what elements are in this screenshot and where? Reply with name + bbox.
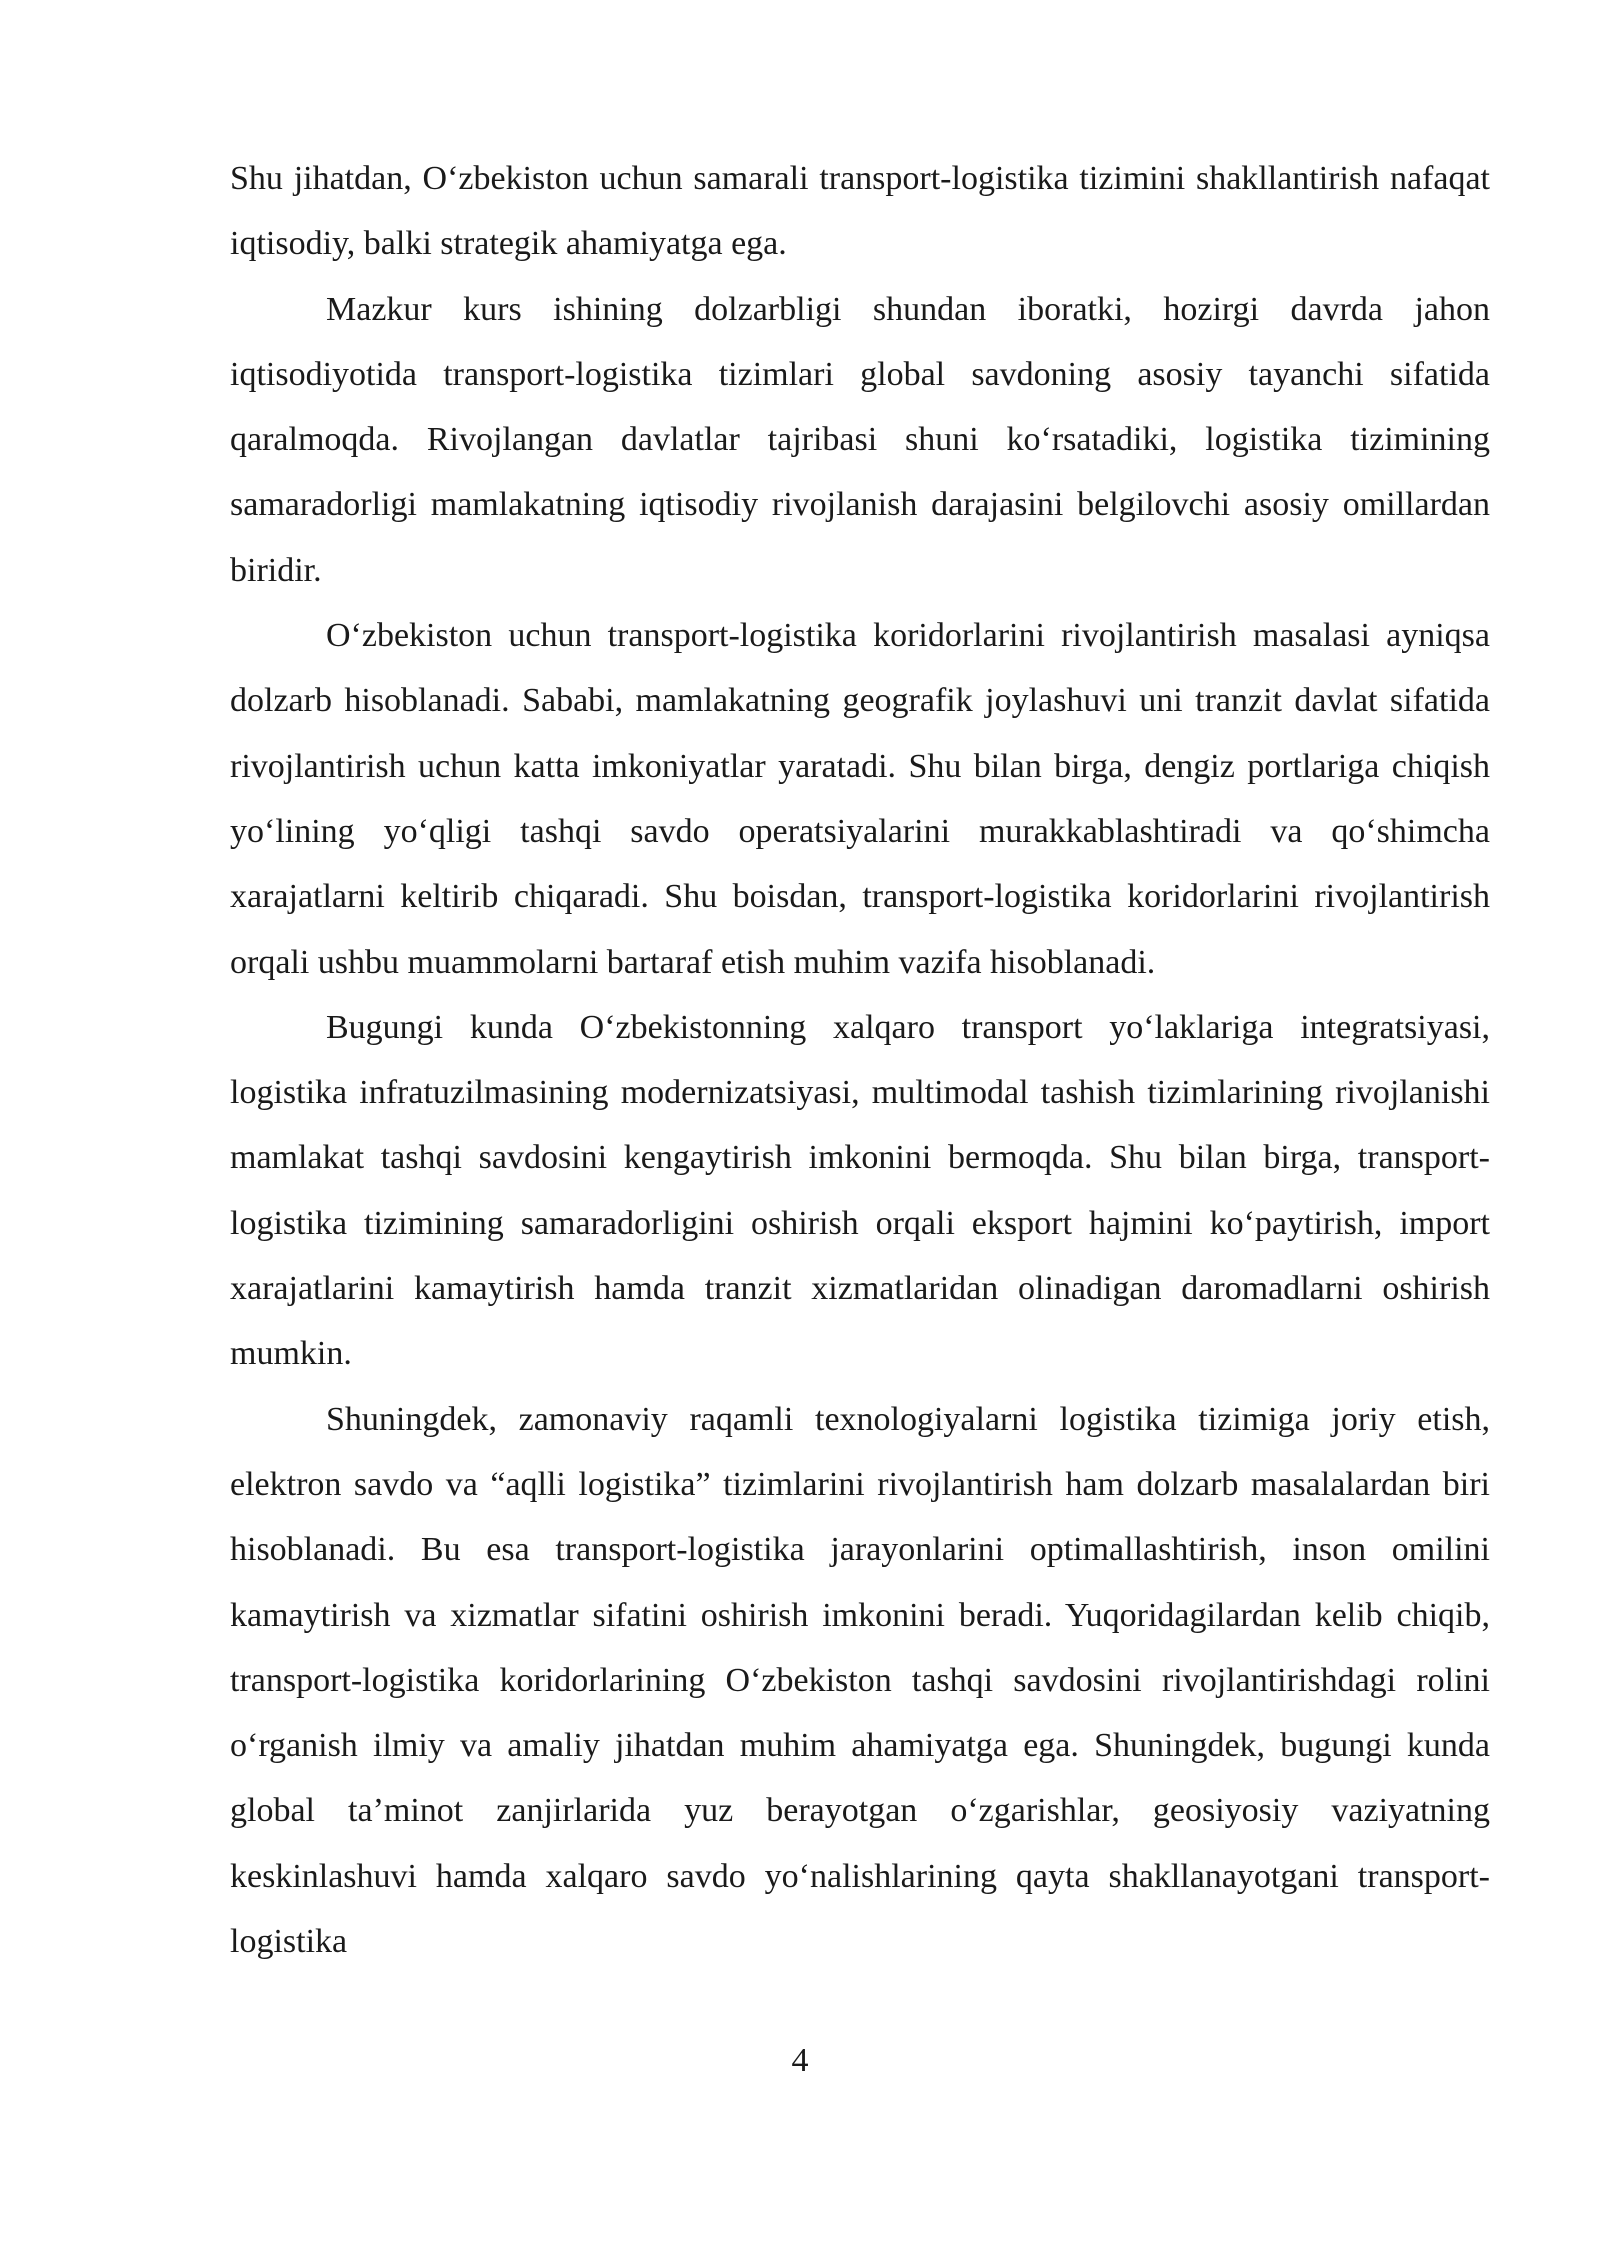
paragraph-integration: Bugungi kunda O‘zbekistonning xalqaro transport yo‘laklariga integratsiyasi, logistika infratuzilmasining modernizatsiyasi, multimodal tashish tizimlarining rivojlanishi mamlakat tashqi savdosini kengaytirish imkonini bermoqda. Shu bilan birga, transport-logistika tizimining samaradorligini oshirish orqali eksport hajmini ko‘paytirish, import xarajatlarini kamaytirish hamda tranzit xizmatlaridan olinadigan daromadlarni oshirish mumkin. (230, 1008, 1490, 1373)
page-number: 4 (791, 2042, 809, 2079)
paragraph-continuation: Shu jihatdan, O‘zbekiston uchun samarali transport-logistika tizimini shakllantirish nafaqat iqtisodiy, balki strategik ahamiyatga ega. (230, 160, 1490, 263)
paragraph-corridors: O‘zbekiston uchun transport-logistika koridorlarini rivojlantirish masalasi ayniqsa dolzarb hisoblanadi. Sababi, mamlakatning geografik joylashuvi uni tranzit davlat sifatida rivojlantirish uchun katta imkoniyatlar yaratadi. Shu bilan birga, dengiz portlariga chiqish yo‘lining yo‘qligi tashqi savdo operatsiyalarini murakkablashtiradi va qo‘shimcha xarajatlarni keltirib chiqaradi. Shu boisdan, transport-logistika koridorlarini rivojlantirish orqali ushbu muammolarni bartaraf etish muhim vazifa hisoblanadi. (230, 617, 1490, 981)
paragraph-relevance: Mazkur kurs ishining dolzarbligi shundan iboratki, hozirgi davrda jahon iqtisodiyotida transport-logistika tizimlari global savdoning asosiy tayanchi sifatida qaralmoqda. Rivojlangan davlatlar tajribasi shuni ko‘rsatadiki, logistika tizimining samaradorligi mamlakatning iqtisodiy rivojlanish darajasini belgilovchi asosiy omillardan biridir. (230, 290, 1490, 589)
paragraph-digital-technologies: Shuningdek, zamonaviy raqamli texnologiyalarni logistika tizimiga joriy etish, elektron savdo va “aqlli logistika” tizimlarini rivojlantirish ham dolzarb masalalardan biri hisoblanadi. Bu esa transport-logistika jarayonlarini optimallashtirish, inson omilini kamaytirish va xizmatlar sifatini oshirish imkonini beradi. Yuqoridagilardan kelib chiqib, transport-logistika koridorlarining O‘zbekiston tashqi savdosini rivojlantirishdagi rolini o‘rganish ilmiy va amaliy jihatdan muhim ahamiyatga ega. Shuningdek, bugungi kunda global ta’minot zanjirlarida yuz berayotgan o‘zgarishlar, geosiyosiy vaziyatning keskinlashuvi hamda xalqaro savdo yo‘nalishlarining qayta shakllanayotgani transport-logistika (230, 1400, 1490, 1961)
body-text (230, 146, 1490, 1974)
